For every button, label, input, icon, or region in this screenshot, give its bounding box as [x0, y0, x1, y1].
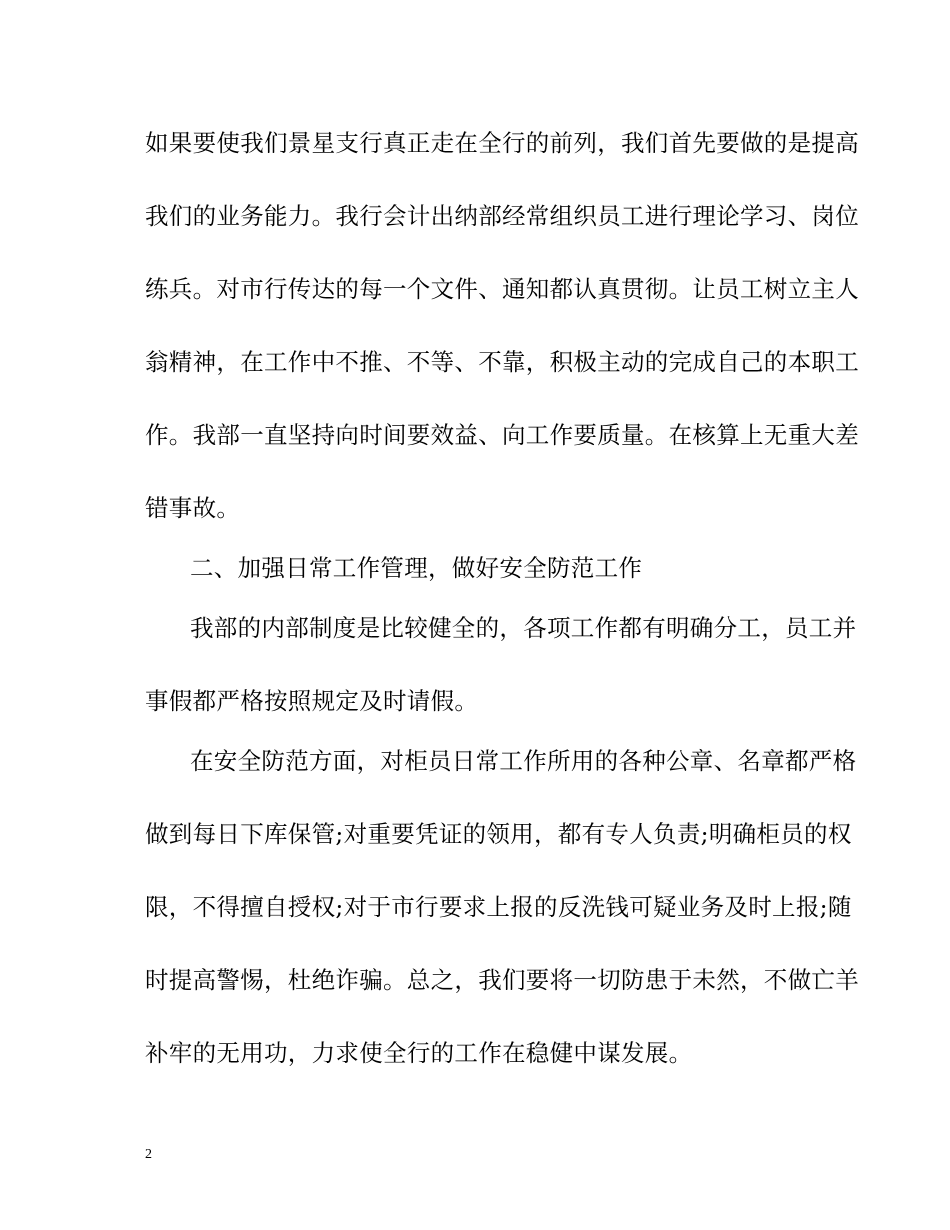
body-line: 我部的内部制度是比较健全的，各项工作都有明确分工，员工并 — [190, 614, 857, 642]
section-heading: 二、加强日常工作管理，做好安全防范工作 — [190, 554, 643, 582]
body-line: 时提高警惕，杜绝诈骗。总之，我们要将一切防患于未然，不做亡羊 — [145, 966, 859, 994]
page-number: 2 — [145, 1147, 152, 1162]
body-line: 翁精神，在工作中不推、不等、不靠，积极主动的完成自己的本职工 — [145, 348, 859, 376]
body-line: 限，不得擅自授权;对于市行要求上报的反洗钱可疑业务及时上报;随 — [145, 893, 852, 921]
body-line: 练兵。对市行传达的每一个文件、通知都认真贯彻。让员工树立主人 — [145, 275, 859, 303]
body-line: 作。我部一直坚持向时间要效益、向工作要质量。在核算上无重大差 — [145, 421, 859, 449]
body-line: 补牢的无用功，力求使全行的工作在稳健中谋发展。 — [145, 1039, 693, 1067]
body-line: 做到每日下库保管;对重要凭证的领用，都有专人负责;明确柜员的权 — [145, 820, 852, 848]
body-line: 我们的业务能力。我行会计出纳部经常组织员工进行理论学习、岗位 — [145, 202, 859, 230]
body-line: 错事故。 — [145, 494, 241, 522]
body-line: 如果要使我们景星支行真正走在全行的前列，我们首先要做的是提高 — [145, 129, 859, 157]
body-line: 事假都严格按照规定及时请假。 — [145, 687, 479, 715]
body-line: 在安全防范方面，对柜员日常工作所用的各种公章、名章都严格 — [190, 747, 857, 775]
